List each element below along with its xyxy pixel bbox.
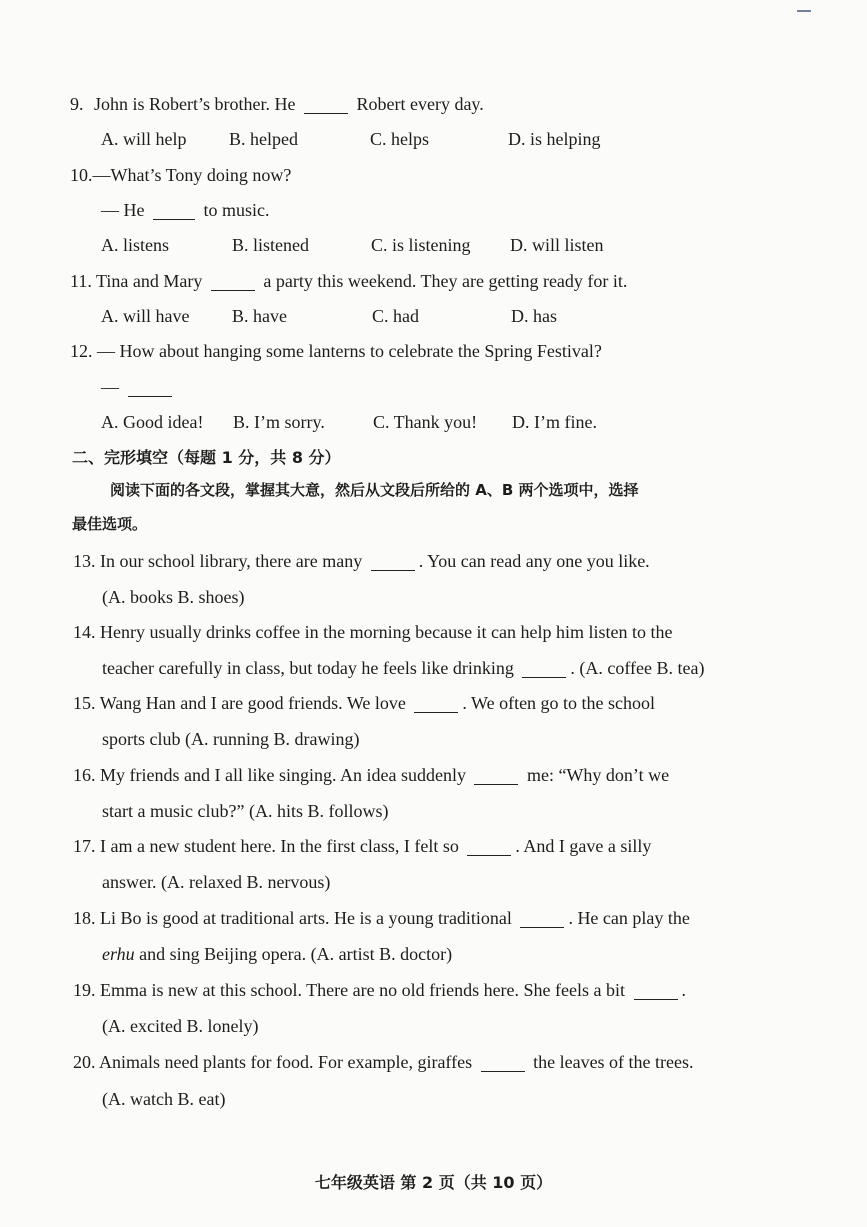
option-a: A. will have xyxy=(101,306,190,326)
cloze-19 xyxy=(73,979,686,1001)
cloze-14 xyxy=(73,621,673,643)
cloze-16-options: start a music club?” (A. hits B. follows) xyxy=(102,801,389,821)
question-text: My friends and I all like singing. An idea suddenly xyxy=(100,765,466,785)
question-text: John is Robert’s brother. He xyxy=(94,94,296,114)
question-10-response xyxy=(101,199,270,221)
option-b: B. helped xyxy=(229,129,298,149)
question-text: Henry usually drinks coffee in the morning because it can help him listen to the xyxy=(100,622,673,642)
cloze-13 xyxy=(73,550,650,572)
question-text: Tina and Mary xyxy=(96,271,203,291)
option-c: C. had xyxy=(372,306,419,326)
answer-blank xyxy=(371,554,415,571)
question-number: 13. xyxy=(73,551,96,571)
answer-blank xyxy=(414,696,458,713)
option-a: A. will help xyxy=(101,129,187,149)
question-text: . We often go to the school xyxy=(462,693,656,713)
corner-mark xyxy=(797,10,811,12)
question-text: — How about hanging some lanterns to celebrate the Spring Festival? xyxy=(97,341,602,361)
question-number: 20. xyxy=(73,1052,96,1072)
question-text: . You can read any one you like. xyxy=(418,551,650,571)
answer-blank xyxy=(481,1055,525,1072)
cloze-19-options: (A. excited B. lonely) xyxy=(102,1016,259,1036)
question-text: . He can play the xyxy=(568,908,690,928)
question-text: — xyxy=(101,377,119,397)
cloze-13-options: (A. books B. shoes) xyxy=(102,587,245,607)
question-number: 17. xyxy=(73,836,96,856)
question-text: Li Bo is good at traditional arts. He is a young traditional xyxy=(100,908,512,928)
question-number: 9. xyxy=(70,94,84,114)
answer-blank xyxy=(304,97,348,114)
cloze-15-options: sports club (A. running B. drawing) xyxy=(102,729,360,749)
italic-term: erhu xyxy=(102,944,135,964)
question-number: 14. xyxy=(73,622,96,642)
question-text: Animals need plants for food. For example, giraffes xyxy=(99,1052,473,1072)
answer-blank xyxy=(467,839,511,856)
option-c: C. Thank you! xyxy=(373,412,478,432)
section-instruction: 最佳选项。 xyxy=(72,515,148,533)
question-12-response xyxy=(101,376,176,398)
question-text: . xyxy=(681,980,687,1000)
question-text: a party this weekend. They are getting ready for it. xyxy=(263,271,628,291)
answer-blank xyxy=(634,983,678,1000)
question-text: me: “Why don’t we xyxy=(526,765,670,785)
option-b: B. have xyxy=(232,306,287,326)
question-text: teacher carefully in class, but today he feels like drinking xyxy=(102,658,514,678)
option-d: D. will listen xyxy=(510,235,604,255)
question-text: . (A. coffee B. tea) xyxy=(570,658,705,678)
answer-blank xyxy=(474,768,518,785)
section-instruction: 阅读下面的各文段，掌握其大意，然后从文段后所给的 A、B 两个选项中，选择 xyxy=(110,481,639,499)
cloze-17 xyxy=(73,835,651,857)
section-title: 二、完形填空（每题 1 分，共 8 分） xyxy=(72,448,341,467)
question-text: to music. xyxy=(203,200,270,220)
question-text: . And I gave a silly xyxy=(515,836,652,856)
option-b: B. I’m sorry. xyxy=(233,412,325,432)
answer-blank xyxy=(128,380,172,397)
cloze-18 xyxy=(73,907,690,929)
cloze-18-options xyxy=(102,943,452,965)
option-b: B. listened xyxy=(232,235,309,255)
cloze-15 xyxy=(73,692,655,714)
question-text: I am a new student here. In the first class, I felt so xyxy=(100,836,459,856)
question-number: 10. xyxy=(70,165,93,185)
option-d: D. I’m fine. xyxy=(512,412,597,432)
cloze-17-options: answer. (A. relaxed B. nervous) xyxy=(102,872,331,892)
option-d: D. has xyxy=(511,306,557,326)
question-10 xyxy=(70,164,291,186)
option-a: A. Good idea! xyxy=(101,412,204,432)
question-number: 16. xyxy=(73,765,96,785)
option-c: C. helps xyxy=(370,129,430,149)
cloze-14-line2 xyxy=(102,657,704,679)
question-text: and sing Beijing opera. (A. artist B. doctor) xyxy=(134,944,453,964)
question-11 xyxy=(70,270,627,292)
cloze-20-options: (A. watch B. eat) xyxy=(102,1089,226,1109)
question-9 xyxy=(70,93,484,115)
question-number: 19. xyxy=(73,980,96,1000)
question-text: Robert every day. xyxy=(356,94,484,114)
cloze-16 xyxy=(73,764,669,786)
question-12 xyxy=(70,340,602,362)
answer-blank xyxy=(211,274,255,291)
question-text: — He xyxy=(101,200,145,220)
page-footer: 七年级英语 第 2 页（共 10 页） xyxy=(314,1173,553,1192)
question-text: In our school library, there are many xyxy=(100,551,363,571)
question-number: 12. xyxy=(70,341,93,361)
answer-blank xyxy=(153,203,195,220)
answer-blank xyxy=(522,661,566,678)
cloze-20 xyxy=(73,1051,694,1073)
question-number: 18. xyxy=(73,908,96,928)
question-number: 11. xyxy=(70,271,92,291)
question-text: Wang Han and I are good friends. We love xyxy=(99,693,406,713)
option-d: D. is helping xyxy=(508,129,601,149)
question-text: Emma is new at this school. There are no old friends here. She feels a bit xyxy=(100,980,626,1000)
option-c: C. is listening xyxy=(371,235,471,255)
question-number: 15. xyxy=(73,693,96,713)
question-text: —What’s Tony doing now? xyxy=(92,165,292,185)
answer-blank xyxy=(520,911,564,928)
question-text: the leaves of the trees. xyxy=(533,1052,694,1072)
option-a: A. listens xyxy=(101,235,170,255)
